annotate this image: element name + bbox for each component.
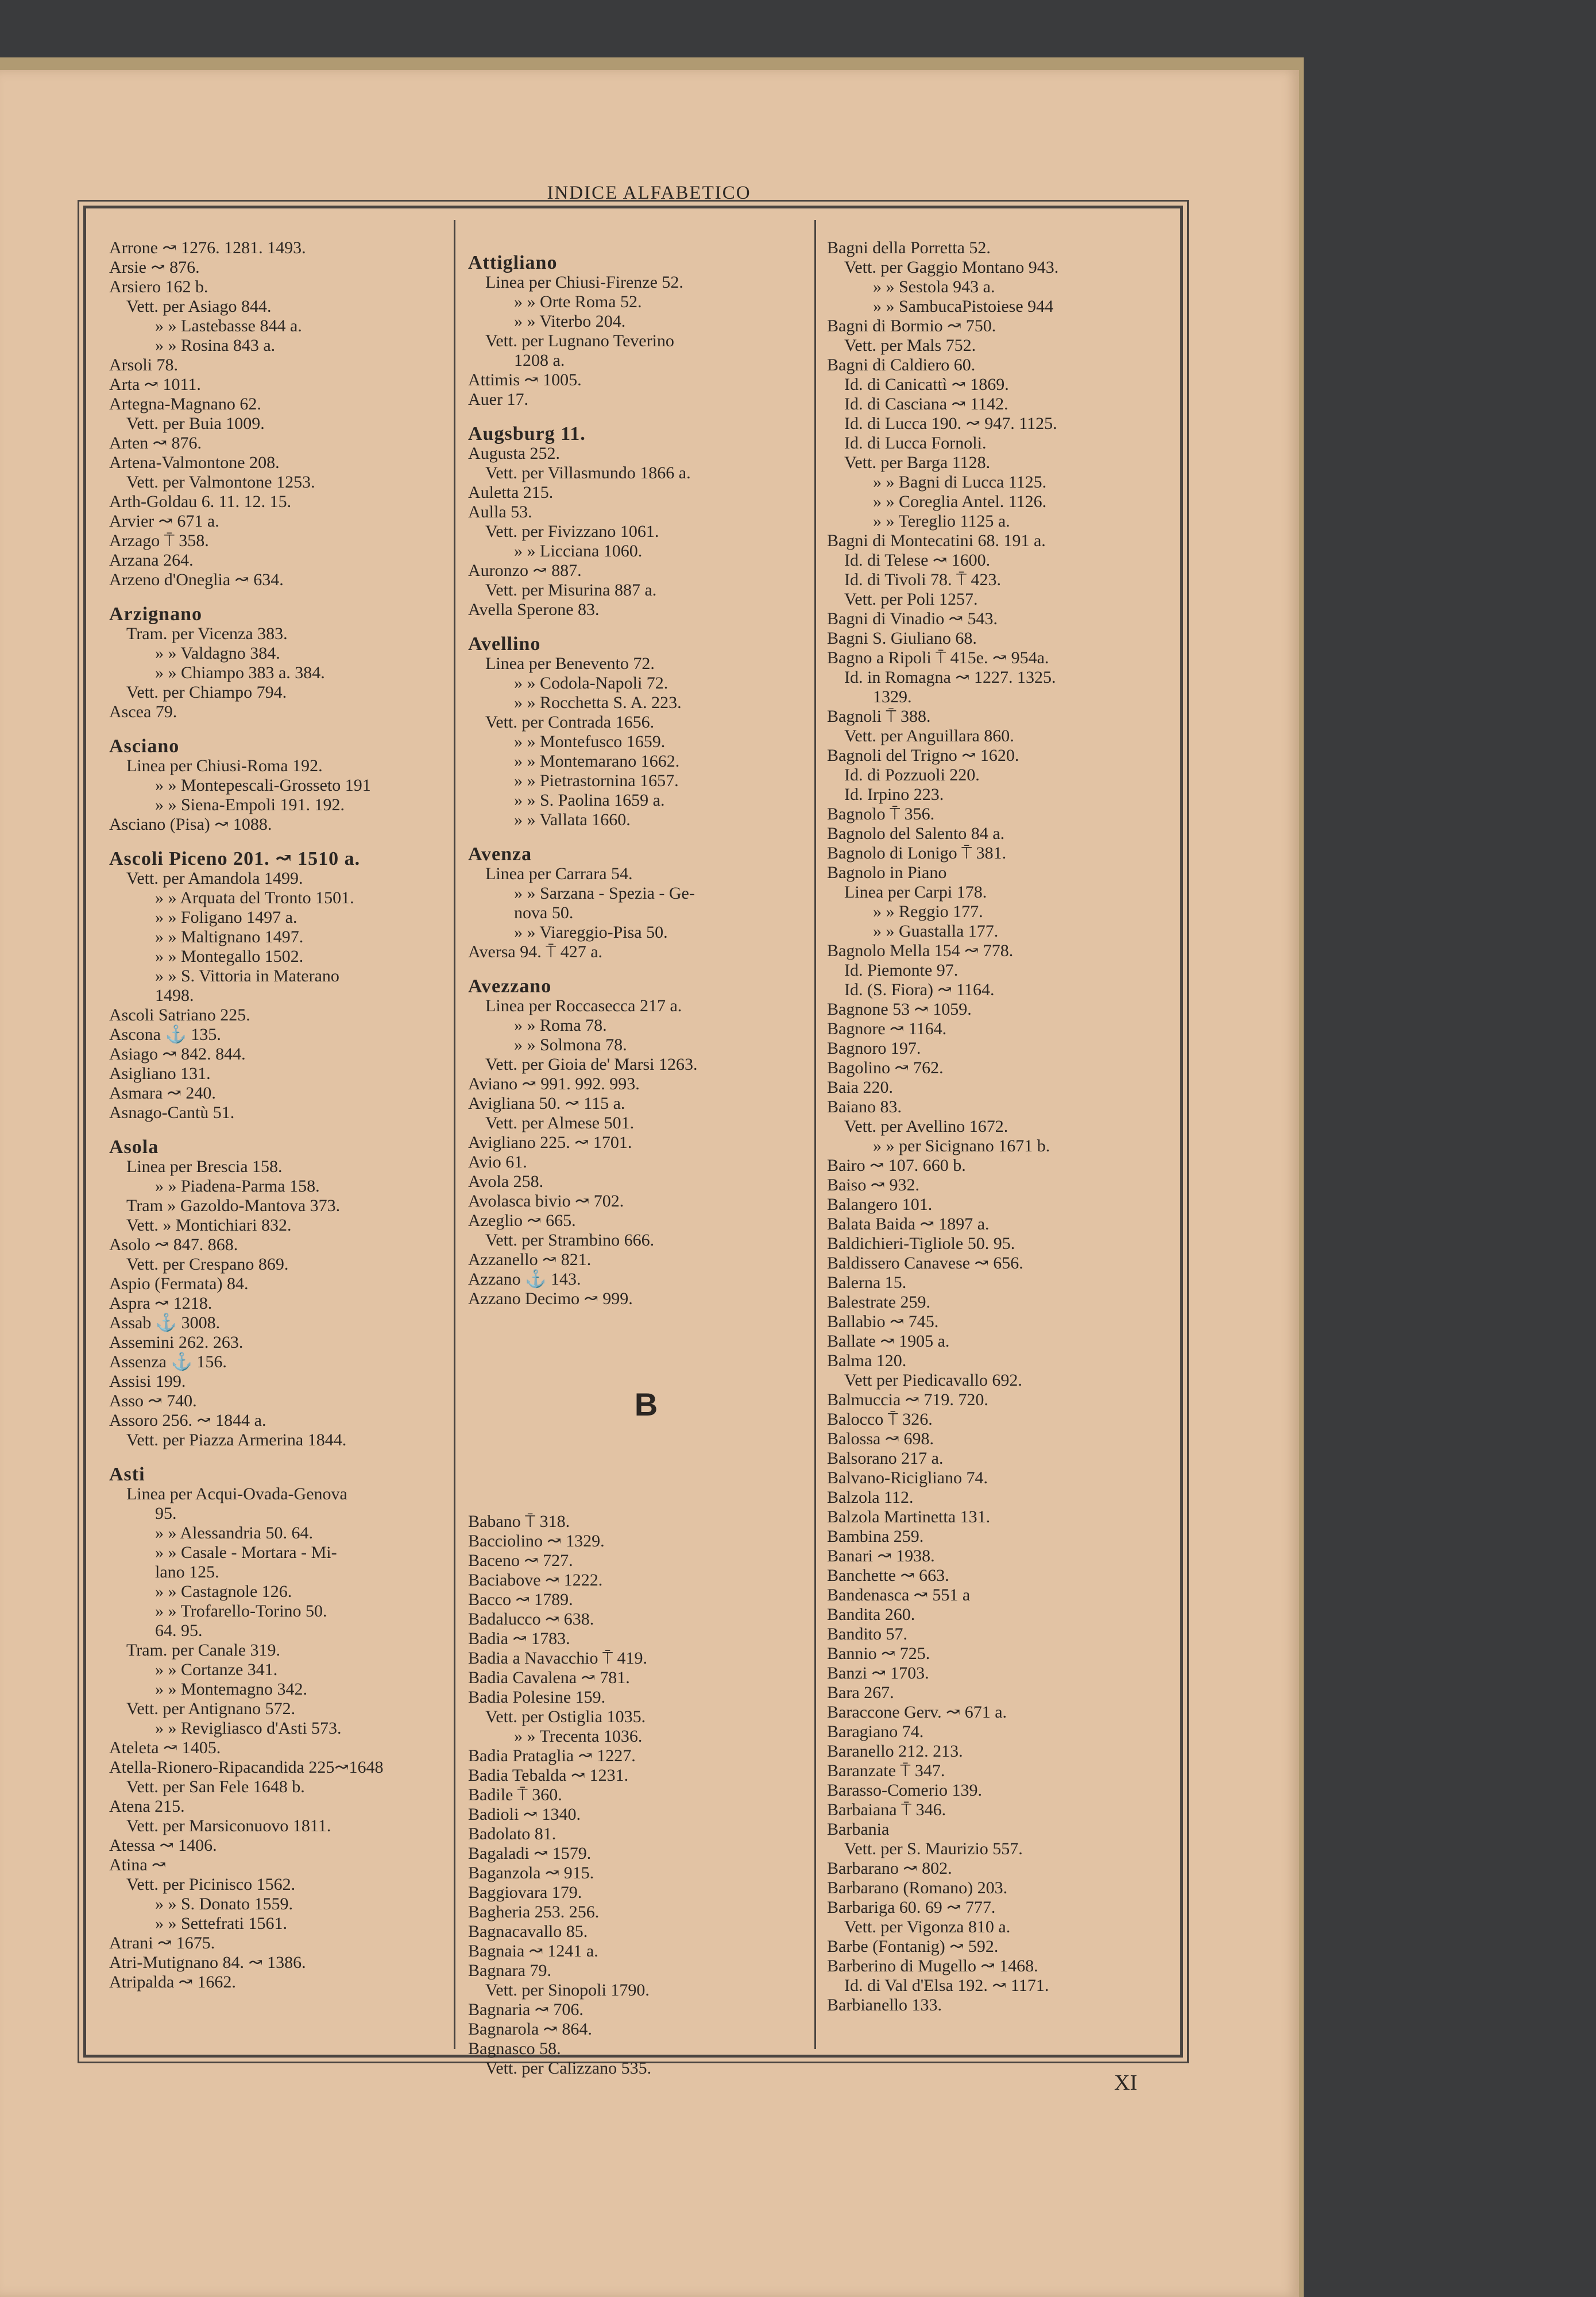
index-entry: Assab ⚓ 3008. — [109, 1313, 221, 1332]
index-entry: lano 125. — [155, 1563, 219, 1581]
index-entry: Bagnolo di Lonigo ⍑ 381. — [827, 844, 1007, 863]
index-entry: Linea per Roccasecca 217 a. — [485, 996, 682, 1015]
index-entry: Auletta 215. — [468, 483, 554, 502]
index-entry: Artena-Valmontone 208. — [109, 453, 280, 472]
index-heading: Asciano — [109, 736, 180, 757]
column-2-b-entries — [468, 1512, 824, 2078]
index-entry: » » Pietrastornina 1657. — [514, 771, 679, 790]
index-entry: » » S. Paolina 1659 a. — [514, 791, 665, 810]
index-entry: Baragiano 74. — [827, 1722, 924, 1741]
index-entry: Vett. per Marsiconuovo 1811. — [126, 1816, 331, 1835]
section-letter: B — [634, 1386, 658, 1422]
index-entry: Vett. per Ostiglia 1035. — [485, 1707, 646, 1726]
index-entry: Vett per Piedicavallo 692. — [844, 1371, 1022, 1390]
index-entry: Bara 267. — [827, 1683, 894, 1702]
index-entry: Bambina 259. — [827, 1527, 924, 1546]
index-entry: » » Vallata 1660. — [514, 810, 631, 829]
index-entry: Id. di Canicattì ↝ 1869. — [844, 375, 1009, 394]
index-entry: 64. 95. — [155, 1621, 203, 1640]
index-entry: Azeglio ↝ 665. — [468, 1211, 576, 1230]
index-entry: Balvano-Ricigliano 74. — [827, 1468, 988, 1487]
index-entry: Id. Irpino 223. — [844, 785, 944, 804]
index-entry: Vett. per Buia 1009. — [126, 414, 265, 433]
index-entry: Badia Cavalena ↝ 781. — [468, 1668, 630, 1687]
index-heading: Arzignano — [109, 604, 202, 625]
index-entry: Attimis ↝ 1005. — [468, 370, 582, 389]
index-entry: Vett. per San Fele 1648 b. — [126, 1777, 305, 1796]
index-entry: 1208 a. — [514, 351, 565, 370]
index-entry: 95. — [155, 1504, 177, 1523]
index-entry: Id. di Tivoli 78. ⍑ 423. — [844, 570, 1002, 589]
index-entry: Atena 215. — [109, 1797, 185, 1816]
index-entry: Bannio ↝ 725. — [827, 1644, 930, 1663]
index-entry: Id. di Lucca 190. ↝ 947. 1125. — [844, 414, 1057, 433]
index-entry: Ballate ↝ 1905 a. — [827, 1332, 950, 1351]
index-entry: » » SambucaPistoiese 944 — [873, 297, 1054, 316]
index-heading: Ascoli Piceno 201. ↝ 1510 a. — [109, 848, 361, 869]
index-entry: Vett. per Gioia de' Marsi 1263. — [485, 1055, 698, 1074]
index-entry: Baranzate ⍑ 347. — [827, 1761, 945, 1780]
index-entry: Id. in Romagna ↝ 1227. 1325. — [844, 668, 1056, 687]
index-entry: Bairo ↝ 107. 660 b. — [827, 1156, 966, 1175]
index-entry: Aviano ↝ 991. 992. 993. — [468, 1074, 640, 1093]
index-entry: » » Rocchetta S. A. 223. — [514, 693, 682, 712]
index-entry: Badia ↝ 1783. — [468, 1629, 570, 1648]
index-entry: Bacco ↝ 1789. — [468, 1590, 573, 1609]
index-entry: Artegna-Magnano 62. — [109, 395, 261, 413]
index-entry: Id. (S. Fiora) ↝ 1164. — [844, 980, 995, 999]
index-entry: Bagni S. Giuliano 68. — [827, 629, 977, 648]
index-entry: Barbarano ↝ 802. — [827, 1859, 952, 1878]
index-entry: Auronzo ↝ 887. — [468, 561, 582, 580]
index-entry: nova 50. — [514, 903, 574, 922]
index-entry: Baciabove ↝ 1222. — [468, 1571, 603, 1590]
index-entry: » » Sarzana - Spezia - Ge- — [514, 884, 695, 903]
index-entry: Atella-Rionero-Ripacandida 225↝1648 — [109, 1758, 384, 1777]
index-entry: » » Montefusco 1659. — [514, 732, 666, 751]
index-entry: Aspra ↝ 1218. — [109, 1294, 212, 1313]
index-entry: Barasso-Comerio 139. — [827, 1781, 982, 1800]
index-entry: Vett. per Sinopoli 1790. — [485, 1981, 650, 2000]
index-entry: Bagnone 53 ↝ 1059. — [827, 1000, 972, 1019]
index-entry: Bagni di Vinadio ↝ 543. — [827, 609, 998, 628]
index-entry: Arzago ⍑ 358. — [109, 531, 209, 550]
index-entry: Assoro 256. ↝ 1844 a. — [109, 1411, 266, 1430]
index-entry: Badioli ↝ 1340. — [468, 1805, 581, 1824]
index-entry: » » Casale - Mortara - Mi- — [155, 1543, 337, 1562]
index-entry: » » Sestola 943 a. — [873, 277, 995, 296]
index-entry: » » Piadena-Parma 158. — [155, 1177, 320, 1196]
index-entry: Bagnolo Mella 154 ↝ 778. — [827, 941, 1014, 960]
index-entry: Augusta 252. — [468, 444, 560, 463]
index-frame — [83, 206, 1183, 2078]
index-entry: Bagni di Montecatini 68. 191 a. — [827, 531, 1046, 550]
index-entry: » » Montemarano 1662. — [514, 752, 680, 771]
index-entry: Atina ↝ — [109, 1855, 167, 1874]
index-entry: Arrone ↝ 1276. 1281. 1493. — [109, 238, 306, 257]
index-column-1 — [109, 238, 454, 2043]
index-entry: Azzano Decimo ↝ 999. — [468, 1289, 633, 1308]
index-entry: Atrani ↝ 1675. — [109, 1933, 215, 1952]
index-entry: » » Tereglio 1125 a. — [873, 512, 1010, 531]
index-entry: Bagnolo del Salento 84 a. — [827, 824, 1005, 843]
index-entry: Vett. per Misurina 887 a. — [485, 581, 657, 600]
index-entry: Balocco ⍑ 326. — [827, 1410, 933, 1429]
index-entry: Avio 61. — [468, 1153, 527, 1171]
index-entry: Vett. per Mals 752. — [844, 336, 976, 355]
index-entry: Linea per Carpi 178. — [844, 883, 987, 902]
index-entry: Barbaiana ⍑ 346. — [827, 1800, 946, 1819]
index-entry: Bagnasco 58. — [468, 2039, 561, 2058]
index-entry: Asigliano 131. — [109, 1064, 211, 1083]
index-entry: Assisi 199. — [109, 1372, 186, 1391]
index-entry: Baraccone Gerv. ↝ 671 a. — [827, 1703, 1007, 1722]
index-entry: Vett. per Lugnano Teverino — [485, 331, 674, 350]
index-entry: Vett. per Piazza Armerina 1844. — [126, 1430, 347, 1449]
index-entry: Bagno a Ripoli ⍑ 415e. ↝ 954a. — [827, 648, 1049, 667]
index-entry: Baia 220. — [827, 1078, 893, 1097]
index-entry: Badia Polesine 159. — [468, 1688, 606, 1707]
index-entry: Aspio (Fermata) 84. — [109, 1274, 249, 1293]
index-entry: Baiano 83. — [827, 1097, 902, 1116]
index-entry: » » Cortanze 341. — [155, 1660, 278, 1679]
index-entry: Asso ↝ 740. — [109, 1391, 197, 1410]
index-heading: Avellino — [468, 633, 541, 655]
index-entry: Arth-Goldau 6. 11. 12. 15. — [109, 492, 292, 511]
index-entry: Avigliana 50. ↝ 115 a. — [468, 1094, 625, 1113]
index-entry: Baranello 212. 213. — [827, 1742, 963, 1761]
index-entry: » » Montemagno 342. — [155, 1680, 307, 1699]
index-entry: Vett. per Almese 501. — [485, 1113, 635, 1132]
index-entry: » » Solmona 78. — [514, 1035, 627, 1054]
index-entry: Bagolino ↝ 762. — [827, 1058, 944, 1077]
index-entry: Ascea 79. — [109, 702, 177, 721]
index-entry: Bagnoli del Trigno ↝ 1620. — [827, 746, 1019, 765]
index-entry: » » Trecenta 1036. — [514, 1727, 643, 1746]
index-entry: Vett. per Contrada 1656. — [485, 713, 655, 732]
index-entry: » » Arquata del Tronto 1501. — [155, 888, 354, 907]
index-entry: Vett. per Poli 1257. — [844, 590, 978, 609]
index-entry: Badolato 81. — [468, 1824, 557, 1843]
index-entry: Assenza ⚓ 156. — [109, 1352, 227, 1371]
index-entry: Bandito 57. — [827, 1625, 907, 1644]
index-entry: Vett. per Villasmundo 1866 a. — [485, 463, 691, 482]
index-entry: Vett. per Anguillara 860. — [844, 726, 1014, 745]
index-entry: 1498. — [155, 986, 194, 1005]
index-entry: Bagnara 79. — [468, 1961, 551, 1980]
column-2-a-entries — [468, 253, 824, 1309]
page-number: XI — [1114, 2071, 1138, 2095]
index-entry: Vett. per Calizzano 535. — [485, 2059, 652, 2078]
index-entry: Arsie ↝ 876. — [109, 258, 200, 277]
index-entry: Vett. per Chiampo 794. — [126, 683, 287, 702]
index-entry: Baceno ↝ 727. — [468, 1551, 573, 1570]
index-entry: Bacciolino ↝ 1329. — [468, 1532, 605, 1550]
page-header: INDICE ALFABETICO — [547, 183, 751, 203]
index-entry: Id. di Val d'Elsa 192. ↝ 1171. — [844, 1976, 1049, 1995]
index-entry: Badile ⍑ 360. — [468, 1785, 562, 1804]
index-entry: Ascoli Satriano 225. — [109, 1006, 250, 1024]
index-entry: Balsorano 217 a. — [827, 1449, 944, 1468]
index-entry: Badia Tebalda ↝ 1231. — [468, 1766, 629, 1785]
index-entry: Id. Piemonte 97. — [844, 961, 959, 980]
index-entry: Bagnoli ⍑ 388. — [827, 707, 931, 726]
index-heading: Avezzano — [468, 976, 552, 997]
index-entry: Id. di Lucca Fornoli. — [844, 434, 987, 453]
index-entry: Babano ⍑ 318. — [468, 1512, 570, 1531]
index-entry: Tram » Gazoldo-Mantova 373. — [126, 1196, 341, 1215]
index-entry: Bagnore ↝ 1164. — [827, 1019, 947, 1038]
index-entry: » » Codola-Napoli 72. — [514, 674, 668, 693]
index-entry: » » Trofarello-Torino 50. — [155, 1602, 327, 1621]
index-heading: Attigliano — [468, 252, 558, 273]
index-entry: Balzola Martinetta 131. — [827, 1507, 991, 1526]
index-entry: Badalucco ↝ 638. — [468, 1610, 594, 1629]
index-entry: Vett. per Strambino 666. — [485, 1231, 655, 1250]
index-entry: » » Viterbo 204. — [514, 312, 626, 331]
index-entry: » » Reggio 177. — [873, 902, 983, 921]
index-entry: Bagheria 253. 256. — [468, 1902, 600, 1921]
index-entry: Barbianello 133. — [827, 1996, 942, 2014]
index-entry: Vett. per Gaggio Montano 943. — [844, 258, 1059, 277]
index-heading: Avenza — [468, 844, 532, 865]
index-entry: Aulla 53. — [468, 502, 532, 521]
index-entry: Asiago ↝ 842. 844. — [109, 1045, 246, 1064]
index-entry: Atripalda ↝ 1662. — [109, 1973, 236, 1991]
index-entry: » » Maltignano 1497. — [155, 927, 304, 946]
index-entry: » » Rosina 843 a. — [155, 336, 276, 355]
index-entry: Bandita 260. — [827, 1605, 915, 1624]
index-entry: Avella Sperone 83. — [468, 600, 600, 619]
index-entry: Arzana 264. — [109, 551, 194, 570]
index-entry: Baggiovara 179. — [468, 1883, 582, 1902]
index-entry: Linea per Chiusi-Firenze 52. — [485, 273, 683, 292]
index-entry: Bandenasca ↝ 551 a — [827, 1586, 971, 1604]
index-entry: » » Lastebasse 844 a. — [155, 316, 302, 335]
index-entry: Balma 120. — [827, 1351, 907, 1370]
index-entry: » » Guastalla 177. — [873, 922, 999, 941]
index-entry: Vett. per S. Maurizio 557. — [844, 1839, 1023, 1858]
index-entry: Arsiero 162 b. — [109, 277, 208, 296]
index-entry: » » Settefrati 1561. — [155, 1914, 287, 1933]
index-entry: Bagnacavallo 85. — [468, 1922, 588, 1941]
index-heading: Asola — [109, 1136, 159, 1158]
index-entry: Id. di Pozzuoli 220. — [844, 765, 980, 784]
index-entry: » » Orte Roma 52. — [514, 292, 642, 311]
index-entry: Vett. per Vigonza 810 a. — [844, 1917, 1011, 1936]
index-entry: Arvier ↝ 671 a. — [109, 512, 219, 531]
index-entry: Id. di Casciana ↝ 1142. — [844, 395, 1008, 413]
index-entry: Baganzola ↝ 915. — [468, 1863, 594, 1882]
index-heading: Augsburg 11. — [468, 423, 586, 444]
index-entry: Asolo ↝ 847. 868. — [109, 1235, 238, 1254]
index-entry: Vett. per Antignano 572. — [126, 1699, 296, 1718]
index-entry: Linea per Brescia 158. — [126, 1157, 283, 1176]
index-entry: Barbania — [827, 1820, 890, 1839]
index-entry: Asciano (Pisa) ↝ 1088. — [109, 815, 272, 834]
index-entry: » » Bagni di Lucca 1125. — [873, 473, 1047, 492]
index-entry: Balestrate 259. — [827, 1293, 930, 1312]
index-entry: » » Siena-Empoli 191. 192. — [155, 795, 345, 814]
index-entry: Vett. » Montichiari 832. — [126, 1216, 292, 1235]
index-entry: Avola 258. — [468, 1172, 544, 1191]
index-entry: Balangero 101. — [827, 1195, 933, 1214]
index-entry: Barbarano (Romano) 203. — [827, 1878, 1008, 1897]
index-entry: Arten ↝ 876. — [109, 434, 202, 453]
index-entry: Tram. per Vicenza 383. — [126, 624, 288, 643]
index-entry: Avigliano 225. ↝ 1701. — [468, 1133, 632, 1152]
index-entry: Barbe (Fontanig) ↝ 592. — [827, 1937, 999, 1956]
index-entry: Linea per Benevento 72. — [485, 654, 655, 673]
index-entry: Baldichieri-Tigliole 50. 95. — [827, 1234, 1015, 1253]
index-entry: Assemini 262. 263. — [109, 1333, 244, 1352]
index-entry: Vett. per Avellino 1672. — [844, 1117, 1008, 1136]
index-column-2 — [468, 238, 824, 2078]
index-entry: Balmuccia ↝ 719. 720. — [827, 1390, 988, 1409]
index-entry: Id. di Telese ↝ 1600. — [844, 551, 991, 570]
index-entry: Linea per Chiusi-Roma 192. — [126, 756, 323, 775]
index-entry: Baiso ↝ 932. — [827, 1175, 919, 1194]
index-entry: Vett. per Fivizzano 1061. — [485, 522, 659, 541]
index-entry: » » Coreglia Antel. 1126. — [873, 492, 1047, 511]
index-entry: Asmara ↝ 240. — [109, 1084, 216, 1103]
index-entry: Balerna 15. — [827, 1273, 907, 1292]
index-entry: Barbariga 60. 69 ↝ 777. — [827, 1898, 996, 1917]
index-entry: Bagnarola ↝ 864. — [468, 2020, 592, 2039]
index-entry: Auer 17. — [468, 390, 528, 409]
index-entry: » » Alessandria 50. 64. — [155, 1523, 313, 1542]
index-entry: Balzola 112. — [827, 1488, 914, 1507]
index-entry: Ateleta ↝ 1405. — [109, 1738, 221, 1757]
index-entry: Vett. per Amandola 1499. — [126, 869, 303, 888]
index-entry: » » Chiampo 383 a. 384. — [155, 663, 325, 682]
index-entry: Vett. per Barga 1128. — [844, 453, 991, 472]
index-entry: 1329. — [873, 687, 912, 706]
index-entry: » » Roma 78. — [514, 1016, 607, 1035]
index-entry: » » Montepescali-Grosseto 191 — [155, 776, 371, 795]
index-entry: Aversa 94. ⍑ 427 a. — [468, 942, 603, 961]
index-column-3 — [827, 238, 1172, 2043]
index-entry: Barberino di Mugello ↝ 1468. — [827, 1956, 1038, 1975]
index-entry: » » Viareggio-Pisa 50. — [514, 923, 668, 942]
index-entry: Bagni di Bormio ↝ 750. — [827, 316, 996, 335]
index-entry: Tram. per Canale 319. — [126, 1641, 281, 1660]
index-entry: » » Foligano 1497 a. — [155, 908, 297, 927]
index-entry: Banchette ↝ 663. — [827, 1566, 949, 1585]
index-entry: » » S. Donato 1559. — [155, 1894, 293, 1913]
index-entry: Arta ↝ 1011. — [109, 375, 201, 394]
column-divider — [454, 220, 455, 2049]
index-entry: » » Valdagno 384. — [155, 644, 280, 663]
index-entry: Baldissero Canavese ↝ 656. — [827, 1254, 1023, 1273]
index-entry: Azzano ⚓ 143. — [468, 1270, 581, 1289]
index-entry: Vett. per Crespano 869. — [126, 1255, 289, 1274]
index-entry: Arsoli 78. — [109, 355, 178, 374]
index-entry: Bagnaia ↝ 1241 a. — [468, 1942, 598, 1960]
index-entry: Asnago-Cantù 51. — [109, 1103, 235, 1122]
index-entry: » » Montegallo 1502. — [155, 947, 304, 966]
index-entry: Banari ↝ 1938. — [827, 1546, 935, 1565]
index-entry: Bagnoro 197. — [827, 1039, 921, 1058]
index-entry: Atri-Mutignano 84. ↝ 1386. — [109, 1953, 306, 1972]
index-entry: Vett. per Picinisco 1562. — [126, 1875, 296, 1894]
index-entry: Linea per Carrara 54. — [485, 864, 633, 883]
index-entry: Bagnolo in Piano — [827, 863, 947, 882]
index-entry: Balata Baida ↝ 1897 a. — [827, 1215, 990, 1233]
index-entry: Bagaladi ↝ 1579. — [468, 1844, 592, 1863]
index-entry: Badia Prataglia ↝ 1227. — [468, 1746, 636, 1765]
index-entry: Ballabio ↝ 745. — [827, 1312, 939, 1331]
index-entry: Banzi ↝ 1703. — [827, 1664, 929, 1683]
index-entry: Bagnaria ↝ 706. — [468, 2000, 583, 2019]
index-entry: » » Revigliasco d'Asti 573. — [155, 1719, 342, 1738]
index-entry: Ascona ⚓ 135. — [109, 1025, 221, 1044]
index-entry: Avolasca bivio ↝ 702. — [468, 1192, 624, 1211]
index-entry: Azzanello ↝ 821. — [468, 1250, 592, 1269]
index-entry: Arzeno d'Oneglia ↝ 634. — [109, 570, 284, 589]
index-entry: Bagni della Porretta 52. — [827, 238, 991, 257]
index-entry: Atessa ↝ 1406. — [109, 1836, 217, 1855]
index-entry: Linea per Acqui-Ovada-Genova — [126, 1484, 347, 1503]
index-entry: » » S. Vittoria in Materano — [155, 966, 339, 985]
index-entry: Vett. per Asiago 844. — [126, 297, 272, 316]
index-entry: Bagnolo ⍑ 356. — [827, 805, 935, 823]
index-entry: Bagni di Caldiero 60. — [827, 355, 976, 374]
index-entry: » » Licciana 1060. — [514, 542, 643, 560]
index-entry: » » Castagnole 126. — [155, 1582, 292, 1601]
index-entry: » » per Sicignano 1671 b. — [873, 1136, 1050, 1155]
index-heading: Asti — [109, 1464, 145, 1485]
index-entry: Balossa ↝ 698. — [827, 1429, 934, 1448]
index-entry: Vett. per Valmontone 1253. — [126, 473, 315, 492]
index-entry: Badia a Navacchio ⍑ 419. — [468, 1649, 648, 1668]
